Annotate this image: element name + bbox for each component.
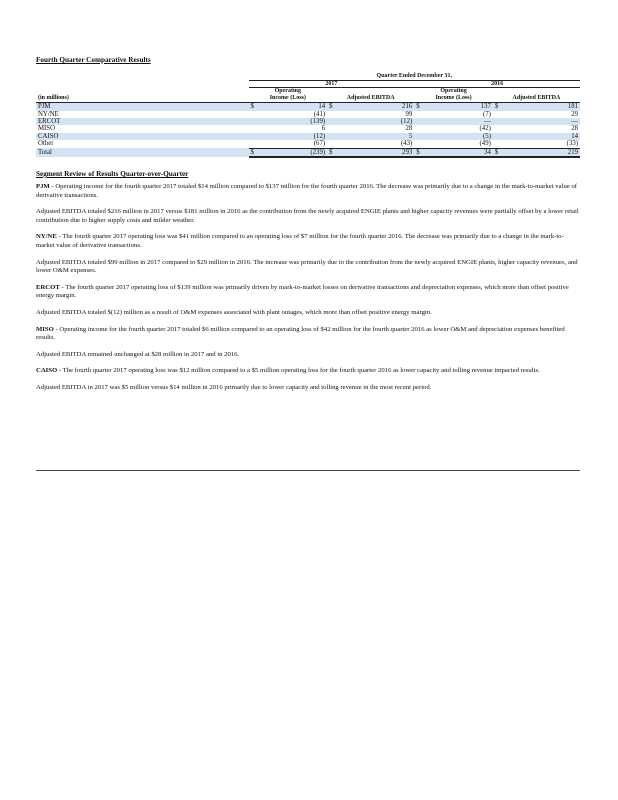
currency-symbol: $ <box>327 148 340 157</box>
paragraph-pjm <box>36 183 580 200</box>
cell-ebitda-2017: (12) <box>340 118 414 125</box>
units-label: (in millions) <box>36 95 249 103</box>
results-table <box>36 73 580 158</box>
row-label: Total <box>36 148 249 157</box>
paragraph-nyne <box>36 233 580 250</box>
cell-ebitda-2017: 28 <box>405 125 413 133</box>
cell-ebitda-2016: 14 <box>506 133 580 140</box>
table-row-pjm <box>36 103 580 111</box>
cell-oi-2016: 137 <box>427 103 493 111</box>
cell-oi-2017: (12) <box>261 133 327 140</box>
paragraph-miso-ebitda <box>36 351 580 360</box>
cell-oi-2017: 6 <box>321 125 326 133</box>
cell-oi-2017: (67) <box>261 140 327 148</box>
paragraph-miso <box>36 326 580 343</box>
table-row-total <box>36 148 580 157</box>
cell-oi-2016: (49) <box>427 140 493 148</box>
row-label: NY/NE <box>38 110 59 118</box>
col-header-ebitda-2016: Adjusted EBITDA <box>493 95 580 103</box>
cell-oi-2017: (139) <box>261 118 327 125</box>
cell-ebitda-2017: 99 <box>405 110 413 118</box>
currency-symbol: $ <box>493 148 506 157</box>
cell-ebitda-2016: 28 <box>571 125 578 133</box>
col-header-op-income-2016-line1: Operating <box>440 88 467 95</box>
paragraph-label: ERCOT <box>36 283 60 291</box>
cell-oi-2017: (41) <box>313 110 326 118</box>
row-label: ERCOT <box>36 118 249 125</box>
paragraph-caiso-ebitda <box>36 384 580 393</box>
segment-review-heading: Segment Review of Results Quarter-over-Quarter <box>36 170 189 179</box>
document-page <box>36 56 580 401</box>
paragraph-text: Adjusted EBITDA totaled $216 million in 2017 versus $181 million in 2016 as the contribution from the newly acquired ENGIE plants and higher capacity revenues were partially offset by a lower retail contribution due to higher supply costs and milder weather. <box>36 208 579 224</box>
paragraph-label: CAISO <box>36 367 58 375</box>
paragraph-label: PJM <box>36 183 50 191</box>
col-header-op-income-2017-line1: Operating <box>274 88 301 95</box>
paragraph-ercot-ebitda <box>36 309 580 318</box>
cell-ebitda-2016: 219 <box>506 148 580 157</box>
cell-oi-2017: 14 <box>261 103 327 111</box>
cell-ebitda-2016: (33) <box>506 140 580 148</box>
cell-oi-2016: (5) <box>427 133 493 140</box>
paragraph-text: - The fourth quarter 2017 operating loss was $12 million compared to a $5 million operating loss for the fourth quarter 2016 as lower capacity and tolling revenue impacted results. <box>57 367 540 375</box>
paragraph-caiso <box>36 367 580 376</box>
col-header-ebitda-2017: Adjusted EBITDA <box>327 95 414 103</box>
col-header-op-income-2017: Income (Loss) <box>249 95 328 103</box>
currency-symbol: $ <box>327 103 340 111</box>
paragraph-text: - Operating income for the fourth quarter 2017 totaled $6 million compared to an operating loss of $42 million for the fourth quarter 2016 as lower O&M and depreciation expenses benefited results. <box>36 325 565 342</box>
cell-oi-2016: (7) <box>482 110 491 118</box>
cell-oi-2016: (42) <box>479 125 491 133</box>
currency-symbol: $ <box>414 103 427 111</box>
cell-ebitda-2017: 5 <box>340 133 414 140</box>
table-row-ercot <box>36 118 580 125</box>
cell-ebitda-2017: 216 <box>340 103 414 111</box>
cell-ebitda-2017: 293 <box>340 148 414 157</box>
cell-ebitda-2016: — <box>506 118 580 125</box>
page-divider <box>36 470 580 471</box>
cell-oi-2016: 34 <box>427 148 493 157</box>
currency-symbol: $ <box>249 148 262 157</box>
col-header-op-income-2016: Income (Loss) <box>414 95 493 103</box>
currency-symbol: $ <box>414 148 427 157</box>
paragraph-nyne-ebitda <box>36 259 580 276</box>
table-row-nyne <box>36 111 580 118</box>
year-header-2016: 2016 <box>414 80 580 88</box>
table-row-miso <box>36 125 580 132</box>
cell-oi-2017: (239) <box>261 148 327 157</box>
paragraph-pjm-ebitda <box>36 208 580 225</box>
table-row-caiso <box>36 133 580 140</box>
cell-ebitda-2016: 29 <box>571 110 578 118</box>
page-title: Fourth Quarter Comparative Results <box>36 56 151 64</box>
paragraph-text: - The fourth quarter 2017 operating loss was $41 million compared to an operating loss of $7 million for the fourth quarter 2016. The decrease was primarily due to a change in the mark-to-market value of derivative transactions. <box>36 233 564 249</box>
cell-ebitda-2017: (43) <box>340 140 414 148</box>
paragraph-text: Adjusted EBITDA totaled $(12) million as a result of O&M expenses associated with plant outages, which more than offset positive energy margin. <box>36 308 432 316</box>
row-label: PJM <box>36 103 249 111</box>
row-label: Other <box>38 140 54 148</box>
currency-symbol: $ <box>493 103 506 111</box>
paragraph-label: NY/NE <box>36 233 57 241</box>
paragraph-text: - The fourth quarter 2017 operating loss of $139 million was primarily driven by mark-to-market losses on derivative transactions and depreciation expenses, which more than offset positive energy margin. <box>36 283 569 300</box>
row-label: CAISO <box>36 133 249 140</box>
paragraph-text: Adjusted EBITDA totaled $99 million in 2017 compared to $29 million in 2016. The increase was primarily due to the contribution from the newly acquired ENGIE plants, higher capacity revenues, and lower O&M expenses. <box>36 258 578 275</box>
year-header-2017: 2017 <box>249 80 415 88</box>
cell-oi-2016: — <box>427 118 493 125</box>
paragraph-text: Adjusted EBITDA remained unchanged at $28 million in 2017 and in 2016. <box>36 350 240 358</box>
row-label: MISO <box>38 125 55 133</box>
table-row-other <box>36 140 580 148</box>
paragraph-text: Adjusted EBITDA in 2017 was $5 million versus $14 million in 2016 primarily due to lower capacity and tolling revenue in the most recent period. <box>36 383 432 391</box>
paragraph-ercot <box>36 284 580 301</box>
cell-ebitda-2016: 181 <box>506 103 580 111</box>
paragraph-label: MISO <box>36 325 54 333</box>
paragraph-text: - Operating income for the fourth quarter 2017 totaled $14 million compared to $137 million for the fourth quarter 2016. The decrease was primarily due to a change in the mark-to-market value of derivative transactions. <box>36 183 578 199</box>
period-header: Quarter Ended December 31, <box>249 73 581 80</box>
currency-symbol: $ <box>249 103 262 111</box>
